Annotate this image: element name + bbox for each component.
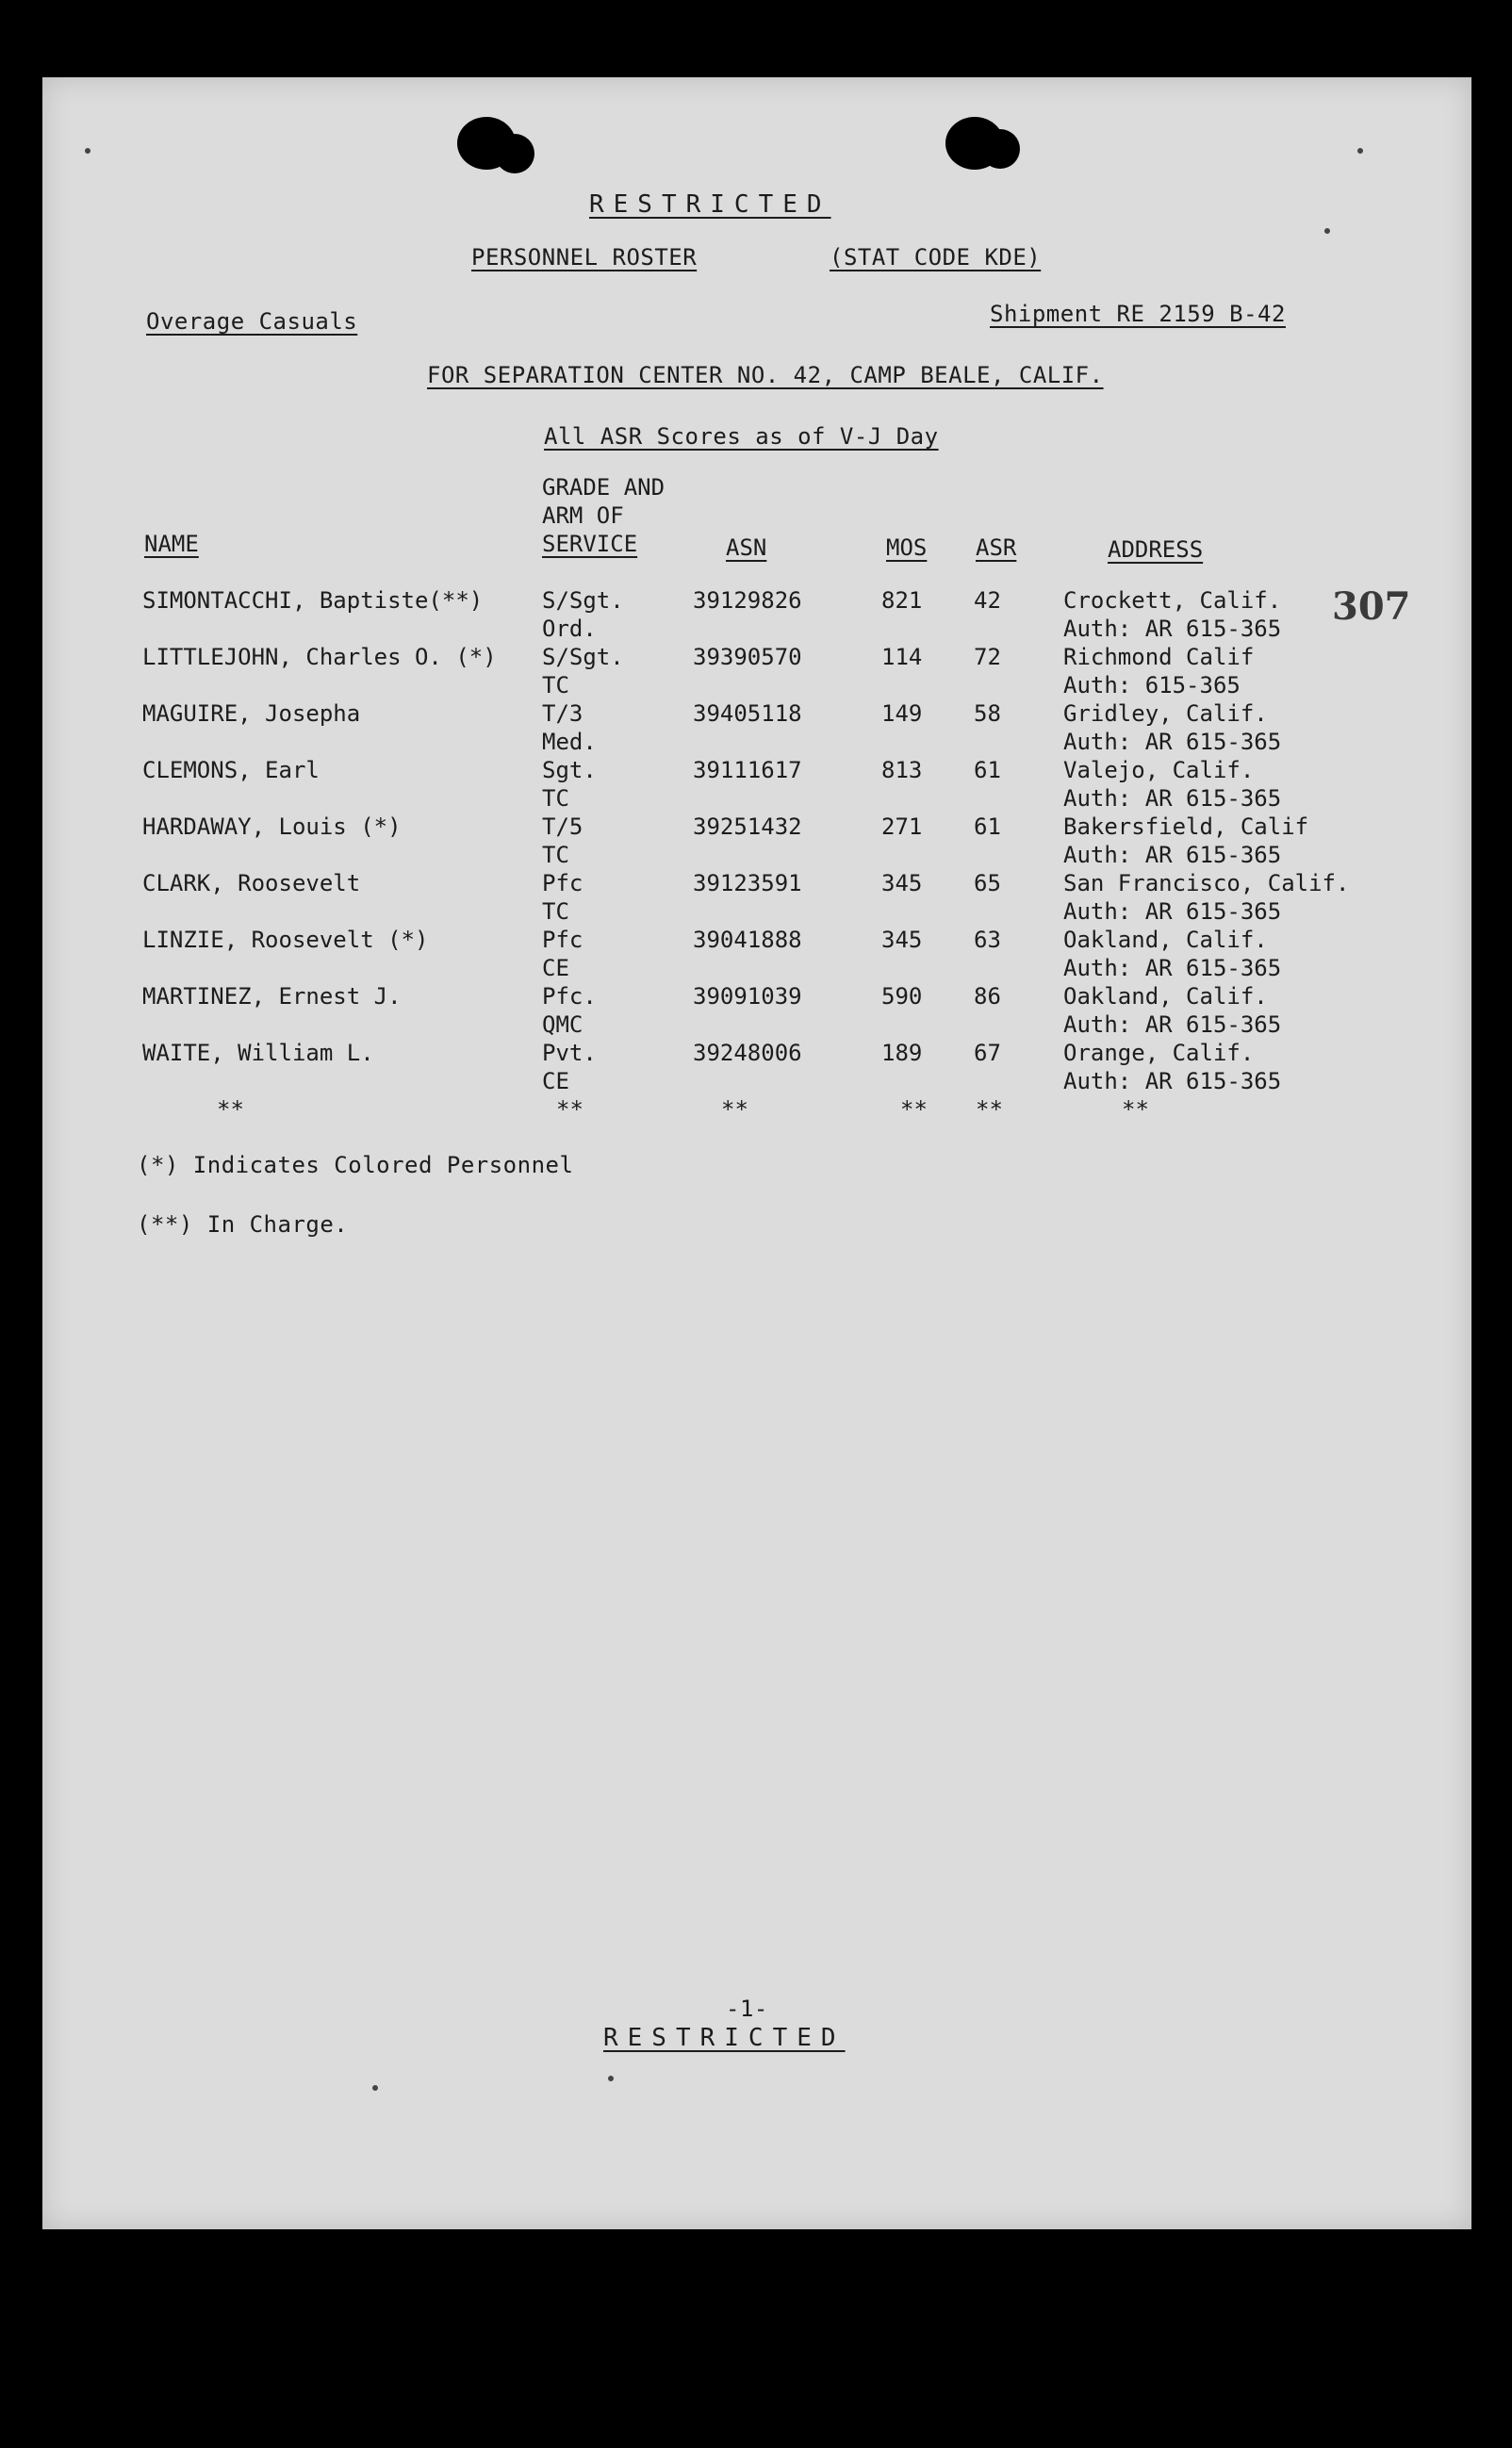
page-stamp-number: 307 (1332, 584, 1411, 629)
table-row (42, 926, 1471, 982)
cell-asr: 63 (974, 927, 1001, 953)
cell-asn: 39251432 (693, 813, 802, 840)
cell-asn: 39248006 (693, 1040, 802, 1066)
end-mark-mos: ** (900, 1096, 928, 1123)
cell-asn: 39129826 (693, 587, 802, 614)
cell-address-line2: Auth: AR 615-365 (1063, 1068, 1282, 1094)
cell-asn: 39041888 (693, 927, 802, 953)
cell-address-line2: Auth: AR 615-365 (1063, 729, 1282, 755)
cell-name: SIMONTACCHI, Baptiste(**) (142, 587, 484, 614)
end-mark-asn: ** (721, 1096, 748, 1123)
cell-address-line2: Auth: AR 615-365 (1063, 842, 1282, 868)
cell-asn: 39390570 (693, 644, 802, 670)
cell-address-line2: Auth: AR 615-365 (1063, 955, 1282, 981)
cell-name: LINZIE, Roosevelt (*) (142, 927, 429, 953)
cell-address-line1: Bakersfield, Calif (1063, 813, 1309, 840)
roster-category: Overage Casuals (146, 308, 358, 335)
speck (1357, 148, 1363, 154)
punch-hole-left-shadow (495, 134, 534, 173)
cell-grade: Sgt. (542, 757, 597, 783)
cell-name: MAGUIRE, Josepha (142, 700, 361, 727)
cell-name: HARDAWAY, Louis (*) (142, 813, 402, 840)
cell-address-line1: Orange, Calif. (1063, 1040, 1255, 1066)
classification-top: RESTRICTED (589, 190, 831, 219)
header-grade-line1: GRADE AND (542, 474, 666, 501)
cell-mos: 821 (881, 587, 923, 614)
cell-grade: T/5 (542, 813, 583, 840)
page-number: -1- (726, 1996, 768, 2022)
cell-name: LITTLEJOHN, Charles O. (*) (142, 644, 497, 670)
table-row (42, 869, 1471, 926)
cell-name: CLARK, Roosevelt (142, 870, 361, 896)
cell-asn: 39123591 (693, 870, 802, 896)
speck (608, 2076, 614, 2081)
speck (372, 2085, 378, 2091)
table-row (42, 813, 1471, 869)
cell-address-line1: Crockett, Calif. (1063, 587, 1282, 614)
cell-address-line1: Valejo, Calif. (1063, 757, 1255, 783)
header-grade-line3: SERVICE (542, 531, 638, 557)
footnote-colored: (*) Indicates Colored Personnel (137, 1152, 574, 1178)
header-name: NAME (144, 531, 199, 557)
header-grade-line2: ARM OF (542, 502, 624, 529)
cell-grade: T/3 (542, 700, 583, 727)
cell-address-line2: Auth: AR 615-365 (1063, 1011, 1282, 1038)
cell-arm: TC (542, 672, 569, 698)
cell-address-line1: San Francisco, Calif. (1063, 870, 1350, 896)
table-row (42, 643, 1471, 699)
cell-asr: 67 (974, 1040, 1001, 1066)
classification-bottom: RESTRICTED (603, 2024, 846, 2052)
table-row (42, 756, 1471, 813)
cell-arm: TC (542, 842, 569, 868)
cell-arm: CE (542, 1068, 569, 1094)
stat-code: (STAT CODE KDE) (830, 244, 1042, 271)
cell-grade: Pfc. (542, 983, 597, 1010)
cell-mos: 590 (881, 983, 923, 1010)
end-of-roster-marks (42, 1095, 1471, 1152)
cell-mos: 114 (881, 644, 923, 670)
cell-arm: Ord. (542, 616, 597, 642)
cell-address-line2: Auth: AR 615-365 (1063, 616, 1282, 642)
cell-grade: S/Sgt. (542, 587, 624, 614)
table-row (42, 982, 1471, 1039)
header-address: ADDRESS (1108, 536, 1204, 563)
cell-asn: 39405118 (693, 700, 802, 727)
end-mark-asr: ** (976, 1096, 1003, 1123)
cell-address-line1: Oakland, Calif. (1063, 927, 1268, 953)
cell-arm: TC (542, 898, 569, 925)
cell-address-line1: Richmond Calif (1063, 644, 1255, 670)
header-asn: ASN (726, 534, 767, 561)
cell-asr: 61 (974, 813, 1001, 840)
scores-note: All ASR Scores as of V-J Day (544, 423, 939, 450)
cell-mos: 189 (881, 1040, 923, 1066)
cell-asr: 61 (974, 757, 1001, 783)
speck (1324, 228, 1330, 234)
cell-grade: S/Sgt. (542, 644, 624, 670)
cell-mos: 149 (881, 700, 923, 727)
cell-address-line1: Oakland, Calif. (1063, 983, 1268, 1010)
cell-grade: Pfc (542, 870, 583, 896)
destination: FOR SEPARATION CENTER NO. 42, CAMP BEALE, CALIF. (427, 362, 1104, 388)
cell-asn: 39111617 (693, 757, 802, 783)
cell-arm: Med. (542, 729, 597, 755)
header-mos: MOS (886, 534, 928, 561)
cell-asr: 42 (974, 587, 1001, 614)
cell-mos: 813 (881, 757, 923, 783)
end-mark-grade: ** (556, 1096, 583, 1123)
speck (85, 148, 90, 154)
cell-address-line1: Gridley, Calif. (1063, 700, 1268, 727)
document-page (42, 77, 1471, 2229)
punch-hole-right-shadow (980, 129, 1020, 169)
cell-arm: QMC (542, 1011, 583, 1038)
shipment-number: Shipment RE 2159 B-42 (990, 301, 1286, 327)
table-row (42, 586, 1471, 643)
end-mark-name: ** (217, 1096, 244, 1123)
cell-address-line2: Auth: AR 615-365 (1063, 898, 1282, 925)
cell-grade: Pfc (542, 927, 583, 953)
cell-arm: CE (542, 955, 569, 981)
cell-name: WAITE, William L. (142, 1040, 374, 1066)
cell-mos: 345 (881, 927, 923, 953)
header-asr: ASR (976, 534, 1017, 561)
cell-asr: 86 (974, 983, 1001, 1010)
cell-name: CLEMONS, Earl (142, 757, 320, 783)
cell-address-line2: Auth: 615-365 (1063, 672, 1241, 698)
cell-asr: 65 (974, 870, 1001, 896)
end-mark-address: ** (1122, 1096, 1149, 1123)
cell-mos: 345 (881, 870, 923, 896)
cell-name: MARTINEZ, Ernest J. (142, 983, 402, 1010)
cell-address-line2: Auth: AR 615-365 (1063, 785, 1282, 812)
cell-asr: 72 (974, 644, 1001, 670)
cell-asn: 39091039 (693, 983, 802, 1010)
cell-mos: 271 (881, 813, 923, 840)
footnote-in-charge: (**) In Charge. (137, 1211, 349, 1238)
table-row (42, 1039, 1471, 1095)
cell-arm: TC (542, 785, 569, 812)
cell-grade: Pvt. (542, 1040, 597, 1066)
cell-asr: 58 (974, 700, 1001, 727)
table-row (42, 699, 1471, 756)
roster-title: PERSONNEL ROSTER (471, 244, 698, 271)
